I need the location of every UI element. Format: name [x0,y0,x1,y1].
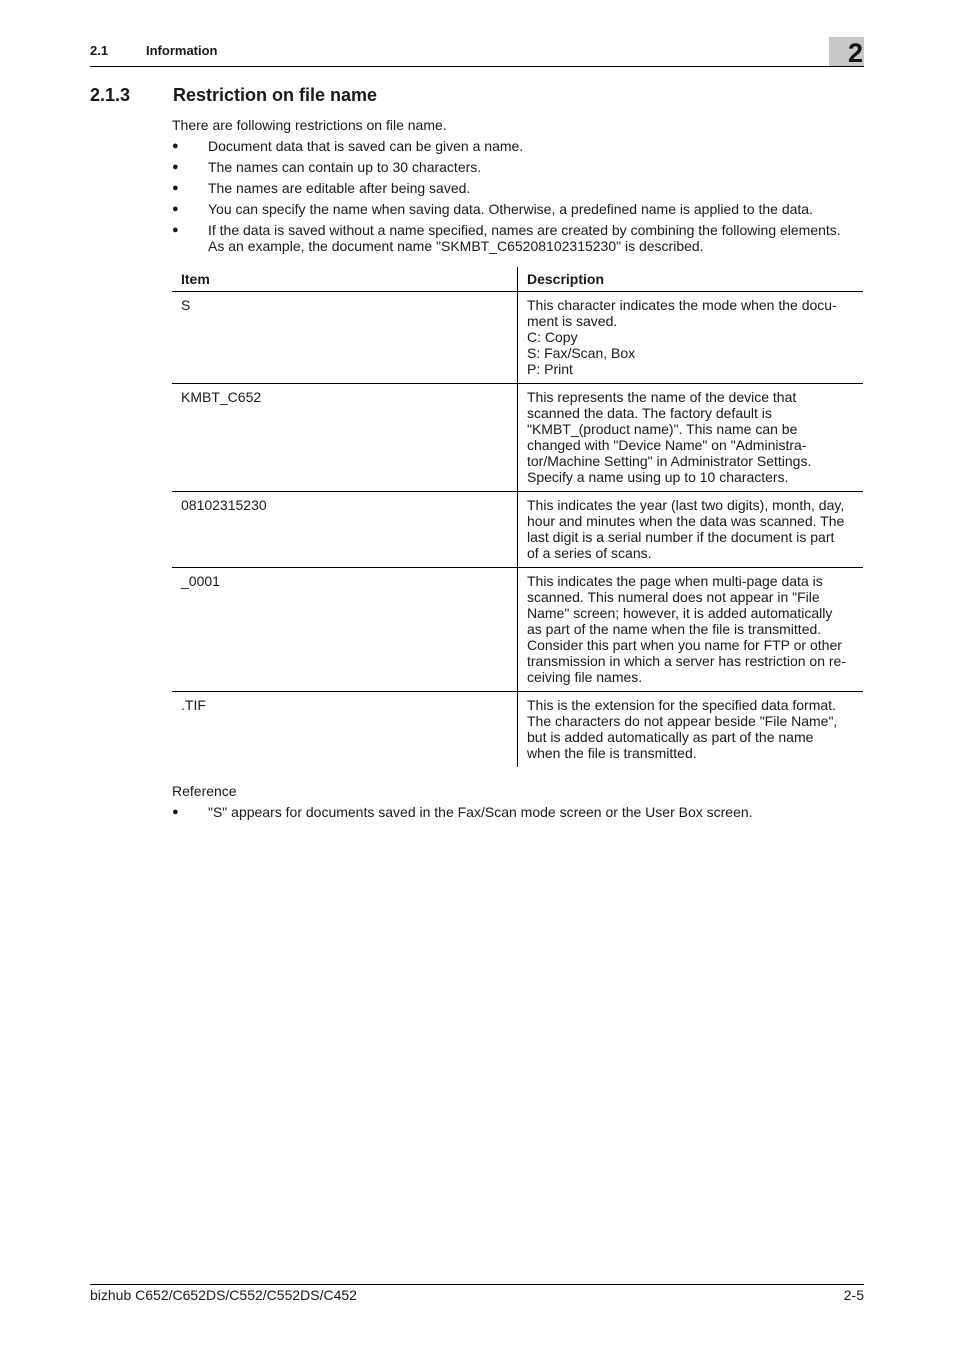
description-cell: This indicates the year (last two digits), month, day, hour and minutes when the data was scanned. The last digit is a serial number if the document is part of a series of scans. [518,492,864,568]
list-item: ● Document data that is saved can be given a name. [172,138,524,154]
bullet-icon: ● [172,161,179,173]
description-cell: This is the extension for the specified data format. The characters do not appear beside "File Name", but is added automatically as part of the name when the file is transmitted. [527,697,838,761]
reference-block [172,783,864,825]
bullet-icon: ● [172,182,179,194]
bullet-icon: ● [172,203,179,215]
item-cell: .TIF [172,692,518,768]
page-footer [90,1284,864,1303]
section-number: 2.1.3 [90,85,131,105]
bullet-icon: ● [172,224,179,236]
item-cell: 08102315230 [172,492,518,568]
file-name-elements-table [172,267,863,767]
description-cell: This character indicates the mode when the docu- ment is saved. C: Copy S: Fax/Scan, Box P: Print [518,292,864,384]
table-row [172,692,863,768]
list-item: ● The names are editable after being saved. [172,180,471,196]
intro-text: There are following restrictions on file name. [172,117,447,133]
description-cell: This indicates the page when multi-page data is scanned. This numeral does not appear in "File Name" screen; however, it is added automatically as part of the name when the file is transmitted. Consider this part when you name for FTP or other transmission in which a server has restriction on re- ceiving file names. [518,568,864,692]
bullet-icon: ● [172,140,179,152]
chapter-number: 2 [847,38,863,68]
list-item: ● If the data is saved without a name specified, names are created by combining the following elements. As an example, the document name "SKMBT_C65208102315230" is described. [172,222,841,254]
header-section-title: Information [146,43,218,58]
table-row [172,384,863,492]
item-cell: KMBT_C652 [172,384,518,492]
footer-model: bizhub C652/C652DS/C552/C552DS/C452 [90,1287,357,1303]
item-cell: S [172,292,518,384]
list-item: ● You can specify the name when saving data. Otherwise, a predefined name is applied to the data. [172,201,813,217]
list-item: ● "S" appears for documents saved in the Fax/Scan mode screen or the User Box screen. [172,804,753,820]
table-header-row [172,267,863,292]
column-header-description: Description [518,267,864,292]
column-header-item: Item [172,267,518,292]
restriction-list [172,138,864,259]
description-cell: This represents the name of the device that scanned the data. The factory default is "KMBT_(product name)". This name can be changed with "Device Name" on "Administra- tor/Machine Setting" in Administrator Settings. Specify a name using up to 10 characters. [518,384,864,492]
reference-label: Reference [172,783,237,799]
section-title: Restriction on file name [173,85,378,105]
table-row [172,568,863,692]
header-section-number: 2.1 [90,43,109,58]
table-row [172,492,863,568]
page-header [90,42,864,67]
list-item: ● The names can contain up to 30 characters. [172,159,482,175]
footer-page-number: 2-5 [843,1287,864,1303]
item-cell: _0001 [172,568,518,692]
chapter-tab [829,37,864,66]
bullet-icon: ● [172,806,179,818]
table-row [172,292,863,384]
